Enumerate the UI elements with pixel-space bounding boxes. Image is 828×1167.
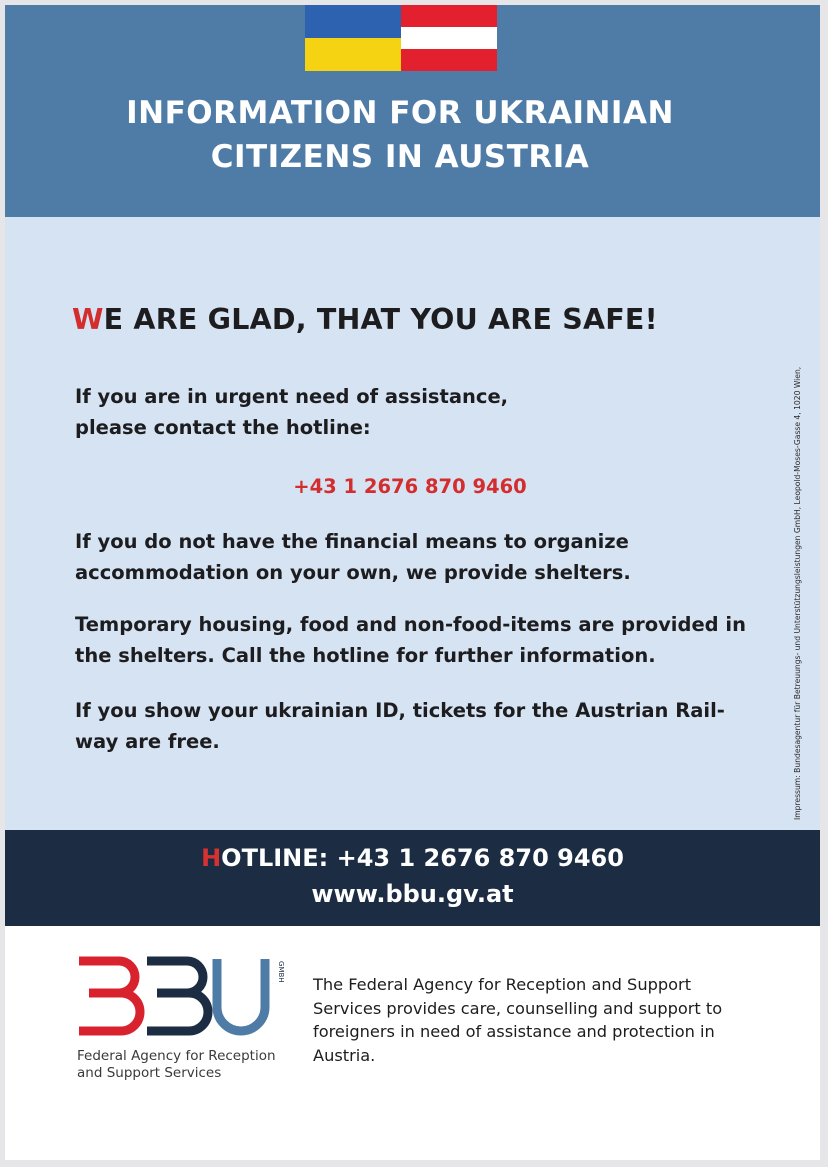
hotline-band	[5, 830, 820, 926]
logo-subtitle-line: Federal Agency for Reception	[77, 1048, 276, 1064]
description-line: foreigners in need of assistance and protection in	[313, 1022, 715, 1041]
flyer-page	[5, 5, 820, 1160]
austria-flag-icon	[401, 5, 497, 71]
paragraph-line: If you are in urgent need of assistance,	[75, 385, 509, 408]
header-banner	[5, 5, 820, 217]
website-link[interactable]: www.bbu.gv.at	[311, 880, 514, 908]
flags	[305, 5, 497, 71]
imprint-vertical-text	[792, 250, 804, 820]
logo-letter-b2	[147, 961, 208, 1031]
logo-subtitle-line: and Support Services	[77, 1065, 222, 1081]
title-line: INFORMATION FOR UKRAINIAN	[126, 95, 674, 131]
page-title	[5, 91, 795, 179]
hotline-line	[5, 844, 820, 872]
headline	[72, 303, 658, 336]
description-line: Services provides care, counselling and support to	[313, 998, 723, 1018]
hotline-accent-letter: H	[201, 844, 222, 872]
title-line: CITIZENS IN AUSTRIA	[210, 139, 590, 175]
paragraph-line: the shelters. Call the hotline for further information.	[75, 644, 656, 667]
hotline-text: OTLINE: +43 1 2676 870 9460	[221, 844, 624, 872]
paragraph-line: accommodation on your own, we provide shelters.	[75, 561, 631, 584]
imprint-text: Impressum: Bundesagentur für Betreuungs- und Unterstützungsleistungen GmbH, Leopold-Moses-Gasse 4, 1020 Wien,	[793, 366, 802, 820]
paragraph-line: Temporary housing, food and non-food-items are provided in	[75, 613, 746, 636]
headline-text: E ARE GLAD, THAT YOU ARE SAFE!	[103, 303, 658, 336]
description-line: Austria.	[313, 1045, 376, 1065]
logo-letter-b1	[79, 961, 140, 1031]
agency-description	[313, 973, 753, 1067]
logo-text: BBU	[75, 955, 78, 956]
paragraph-line: If you show your ukrainian ID, tickets for the Austrian Rail-	[75, 699, 725, 722]
paragraph-line: please contact the hotline:	[75, 416, 371, 439]
headline-accent-letter: W	[72, 303, 104, 336]
logo-gmbh-text: GMBH	[277, 961, 285, 983]
shelter-paragraph	[75, 526, 775, 588]
rail-paragraph	[75, 695, 775, 757]
logo-letter-u	[217, 959, 265, 1031]
hotline-phone-number: +43 1 2676 870 9460	[293, 475, 527, 498]
housing-paragraph	[75, 609, 775, 671]
paragraph-line: If you do not have the financial means to organize	[75, 530, 629, 553]
ukraine-flag-icon	[305, 5, 401, 71]
assistance-paragraph	[75, 381, 775, 443]
bbu-logo-icon	[75, 955, 295, 1045]
description-line: The Federal Agency for Reception and Support	[313, 975, 692, 994]
paragraph-line: way are free.	[75, 730, 220, 753]
